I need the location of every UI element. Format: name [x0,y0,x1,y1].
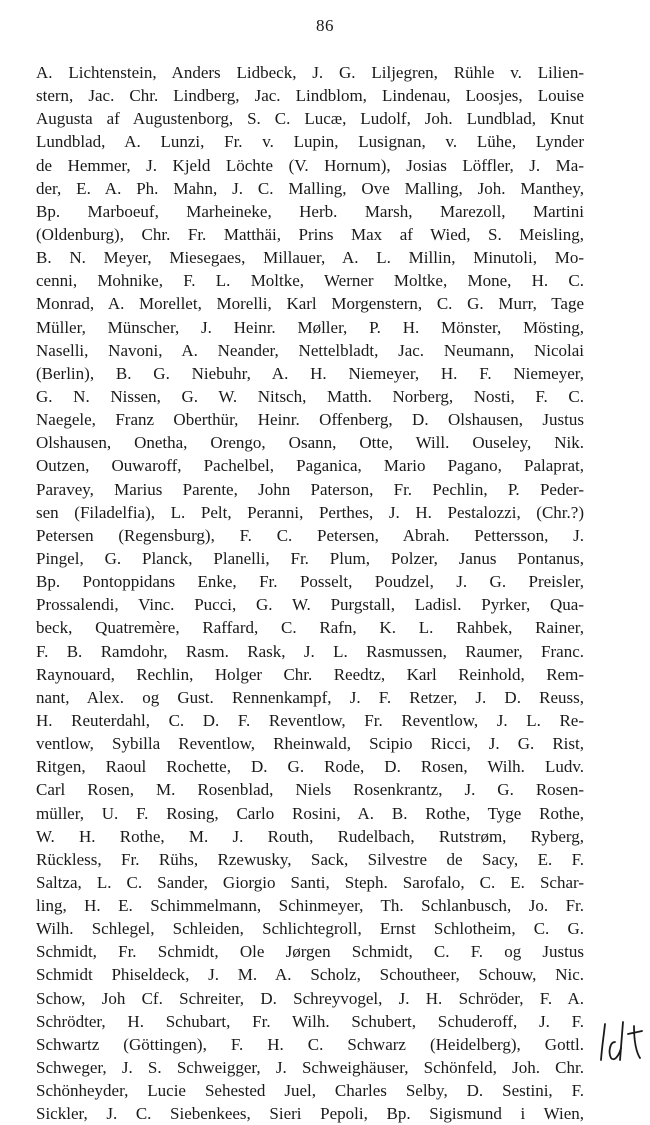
text-line: ventlow, Sybilla Reventlow, Rheinwald, Scipio Ricci, J. G. Rist, [36,734,584,754]
text-line: F. B. Ramdohr, Rasm. Rask, J. L. Rasmussen, Raumer, Franc. [36,641,584,661]
text-line: nant, Alex. og Gust. Rennenkampf, J. F. Retzer, J. D. Reuss, [36,687,584,707]
text-line: Wilh. Schlegel, Schleiden, Schlichtegroll, Ernst Schlotheim, C. G. [36,919,584,939]
text-line: sen (Filadelfia), L. Pelt, Peranni, Perthes, J. H. Pestalozzi, (Chr.?) [36,502,584,522]
text-line: Carl Rosen, M. Rosenblad, Niels Rosenkrantz, J. G. Rosen- [36,780,584,800]
text-line: Schwartz (Göttingen), F. H. C. Schwarz (Heidelberg), Gottl. [36,1034,584,1054]
text-line: Ritgen, Raoul Rochette, D. G. Rode, D. Rosen, Wilh. Ludv. [36,757,584,777]
text-line: stern, Jac. Chr. Lindberg, Jac. Lindblom, Lindenau, Loosjes, Louise [36,86,584,106]
text-line: Petersen (Regensburg), F. C. Petersen, Abrah. Pettersson, J. [36,525,584,545]
text-line: H. Reuterdahl, C. D. F. Reventlow, Fr. Reventlow, J. L. Re- [36,710,584,730]
text-line: Saltza, L. C. Sander, Giorgio Santi, Steph. Sarofalo, C. E. Schar- [36,872,584,892]
body-text [36,61,584,1125]
text-line: Paravey, Marius Parente, John Paterson, Fr. Pechlin, P. Peder- [36,479,584,499]
text-line: Naegele, Franz Oberthür, Heinr. Offenberg, D. Olshausen, Justus [36,410,584,430]
text-line: (Oldenburg), Chr. Fr. Matthäi, Prins Max af Wied, S. Meisling, [36,224,584,244]
text-line: Raynouard, Rechlin, Holger Chr. Reedtz, Karl Reinhold, Rem- [36,664,584,684]
text-line: Naselli, Navoni, A. Neander, Nettelbladt, Jac. Neumann, Nicolai [36,340,584,360]
text-line: Schweger, J. S. Schweigger, J. Schweighäuser, Schönfeld, Joh. Chr. [36,1058,584,1078]
text-line: (Berlin), B. G. Niebuhr, A. H. Niemeyer, H. F. Niemeyer, [36,363,584,383]
text-line: Schmidt Phiseldeck, J. M. A. Scholz, Schoutheer, Schouw, Nic. [36,965,584,985]
text-line: Bp. Marboeuf, Marheineke, Herb. Marsh, Marezoll, Martini [36,201,584,221]
text-line: beck, Quatremère, Raffard, C. Rafn, K. L. Rahbek, Rainer, [36,618,584,638]
text-line: der, E. A. Ph. Mahn, J. C. Malling, Ove Malling, Joh. Manthey, [36,178,584,198]
page-number: 86 [316,16,334,35]
text-line: de Hemmer, J. Kjeld Löchte (V. Hornum), Josias Löffler, J. Ma- [36,155,584,175]
text-line: W. H. Rothe, M. J. Routh, Rudelbach, Rutstrøm, Ryberg, [36,826,584,846]
text-line: Schow, Joh Cf. Schreiter, D. Schreyvogel, J. H. Schröder, F. A. [36,988,584,1008]
text-line: Müller, Münscher, J. Heinr. Møller, P. H. Mönster, Mösting, [36,317,584,337]
text-line: Outzen, Ouwaroff, Pachelbel, Paganica, Mario Pagano, Palaprat, [36,456,584,476]
text-line: Augusta af Augustenborg, S. C. Lucæ, Ludolf, Joh. Lundblad, Knut [36,109,584,129]
text-line: ling, H. E. Schimmelmann, Schinmeyer, Th. Schlanbusch, Jo. Fr. [36,896,584,916]
text-line: Schönheyder, Lucie Sehested Juel, Charles Selby, D. Sestini, F. [36,1081,584,1101]
text-line: B. N. Meyer, Miesegaes, Millauer, A. L. Millin, Minutoli, Mo- [36,248,584,268]
text-line: Schmidt, Fr. Schmidt, Ole Jørgen Schmidt, C. F. og Justus [36,942,584,962]
text-line: Lundblad, A. Lunzi, Fr. v. Lupin, Lusignan, v. Lühe, Lynder [36,132,584,152]
text-line: A. Lichtenstein, Anders Lidbeck, J. G. Liljegren, Rühle v. Lilien- [36,63,584,82]
text-line: Bp. Pontoppidans Enke, Fr. Posselt, Poudzel, J. G. Preisler, [36,572,584,592]
text-line: müller, U. F. Rosing, Carlo Rosini, A. B. Rothe, Tyge Rothe, [36,803,584,823]
text-line: Pingel, G. Planck, Planelli, Fr. Plum, Polzer, Janus Pontanus, [36,548,584,568]
text-line: Monrad, A. Morellet, Morelli, Karl Morgenstern, C. G. Murr, Tage [36,294,584,314]
handwritten-margin-mark [598,1020,644,1064]
text-line: Rückless, Fr. Rühs, Rzewusky, Sack, Silvestre de Sacy, E. F. [36,849,584,869]
text-line: G. N. Nissen, G. W. Nitsch, Matth. Norberg, Nosti, F. C. [36,386,584,406]
text-line: cenni, Mohnike, F. L. Moltke, Werner Moltke, Mone, H. C. [36,271,584,291]
text-line: Schrödter, H. Schubart, Fr. Wilh. Schubert, Schuderoff, J. F. [36,1011,584,1031]
text-line: Olshausen, Onetha, Orengo, Osann, Otte, Will. Ouseley, Nik. [36,433,584,453]
text-line: Sickler, J. C. Siebenkees, Sieri Pepoli, Bp. Sigismund i Wien, [36,1104,584,1124]
text-line: Prossalendi, Vinc. Pucci, G. W. Purgstall, Ladisl. Pyrker, Qua- [36,595,584,615]
